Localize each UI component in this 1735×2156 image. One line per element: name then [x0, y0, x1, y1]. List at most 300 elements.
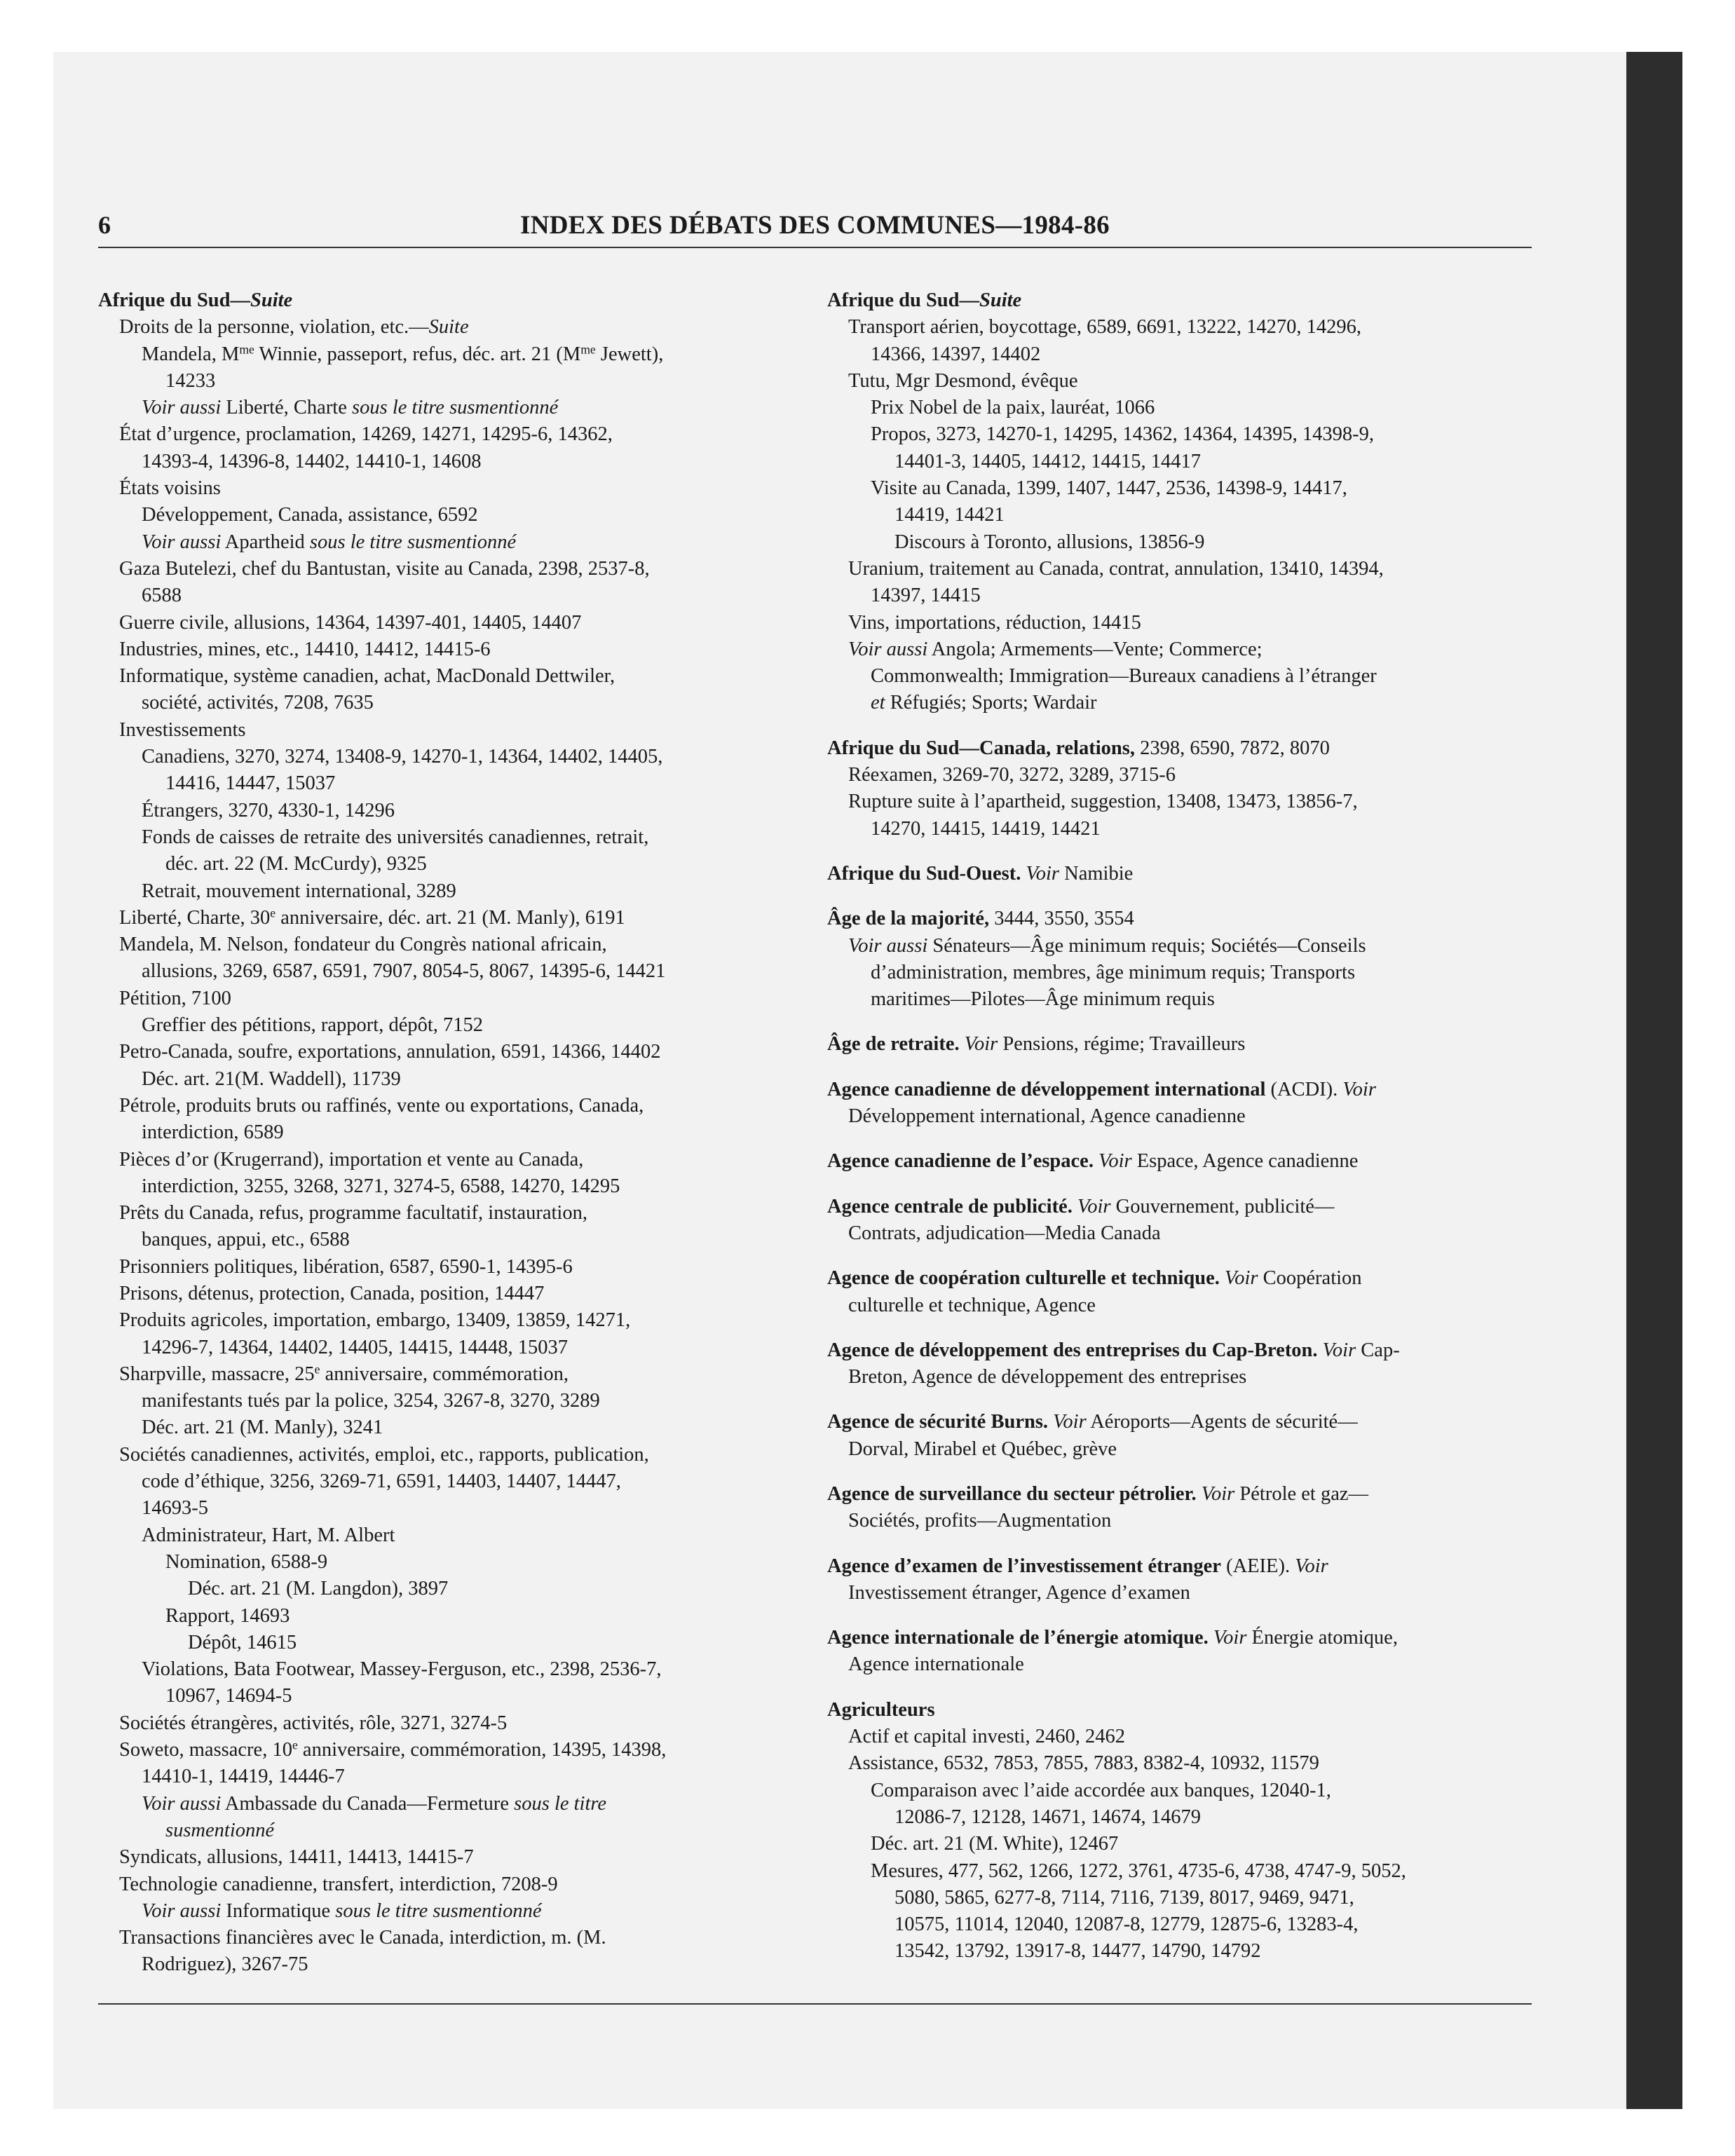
- index-subentry-line: [98, 475, 785, 502]
- index-text: culturelle et technique, Agence: [848, 1294, 1096, 1316]
- index-subentry-line: [98, 1817, 785, 1844]
- index-subentry-line: [98, 1656, 785, 1683]
- index-text: Voir: [1295, 1555, 1328, 1577]
- index-subentry-line: [98, 1630, 785, 1656]
- index-subentry-line: [827, 556, 1535, 582]
- index-subentry-line: [98, 1844, 785, 1871]
- index-text: Discours à Toronto, allusions, 13856-9: [894, 531, 1205, 553]
- index-subentry-line: [98, 1603, 785, 1630]
- index-text: Voir aussi: [142, 1792, 222, 1815]
- index-subentry-line: [827, 1103, 1535, 1130]
- index-heading-line: [827, 1697, 1535, 1724]
- index-subentry-line: [827, 368, 1535, 395]
- index-text: Mesures, 477, 562, 1266, 1272, 3761, 4735-6, 4738, 4747-9, 5052,: [871, 1860, 1406, 1882]
- index-subentry-line: [827, 1651, 1535, 1678]
- index-subentry-line: [98, 314, 785, 341]
- index-subentry-line: [98, 1200, 785, 1227]
- index-subentry-line: [98, 395, 785, 421]
- index-subentry-line: [98, 610, 785, 636]
- index-text: 14270, 14415, 14419, 14421: [871, 817, 1101, 840]
- index-text: Voir: [1026, 862, 1059, 885]
- index-text: Sociétés, profits—Augmentation: [848, 1510, 1112, 1532]
- index-text: Retrait, mouvement international, 3289: [142, 880, 456, 902]
- index-subentry-line: [827, 314, 1535, 341]
- index-subentry-line: [827, 475, 1535, 502]
- entry-gap: [827, 1679, 1535, 1697]
- index-subentry-line: [827, 636, 1535, 663]
- index-text: Agence canadienne de l’espace.: [827, 1150, 1094, 1173]
- index-subentry-line: [827, 1778, 1535, 1804]
- index-subentry-line: [98, 985, 785, 1012]
- index-text: Déc. art. 21 (M. Manly), 3241: [142, 1417, 383, 1439]
- index-subentry-line: [98, 1442, 785, 1468]
- index-subentry-line: [98, 1549, 785, 1576]
- index-text: Voir: [1053, 1411, 1087, 1433]
- index-heading-line: [827, 1481, 1535, 1508]
- index-text: e: [270, 906, 276, 920]
- index-text: Guerre civile, allusions, 14364, 14397-401, 14405, 14407: [119, 611, 582, 634]
- index-text: Droits de la personne, violation, etc.—: [119, 316, 429, 339]
- index-text: sous le titre: [514, 1792, 607, 1815]
- index-text: Voir aussi: [848, 934, 928, 957]
- index-text: Sharpville, massacre, 25: [119, 1363, 315, 1385]
- index-heading-line: [827, 1553, 1535, 1580]
- index-text: Afrique du Sud—: [827, 289, 979, 311]
- entry-gap: [827, 1535, 1535, 1553]
- index-heading-line: [98, 287, 785, 314]
- index-text: Gaza Butelezi, chef du Bantustan, visite au Canada, 2398, 2537-8,: [119, 557, 650, 580]
- index-text: [1094, 1150, 1098, 1172]
- index-subentry-line: [827, 933, 1535, 960]
- index-subentry-line: [827, 341, 1535, 368]
- index-subentry-line: [98, 556, 785, 582]
- index-subentry-line: [98, 1683, 785, 1710]
- index-subentry-line: [98, 1119, 785, 1146]
- index-text: 10575, 11014, 12040, 12087-8, 12779, 12875-6, 13283-4,: [894, 1913, 1359, 1936]
- index-text: Rodriguez), 3267-75: [142, 1953, 308, 1976]
- entry-gap: [827, 1319, 1535, 1337]
- index-text: Propos, 3273, 14270-1, 14295, 14362, 14364, 14395, 14398-9,: [871, 423, 1375, 446]
- index-subentry-line: [98, 958, 785, 985]
- index-text: 12086-7, 12128, 14671, 14674, 14679: [894, 1806, 1201, 1828]
- index-text: Investissement étranger, Agence d’examen: [848, 1581, 1190, 1604]
- index-subentry-line: [827, 762, 1535, 789]
- index-subentry-line: [98, 1066, 785, 1093]
- index-subentry-line: [827, 986, 1535, 1013]
- index-subentry-line: [98, 1173, 785, 1200]
- index-subentry-line: [98, 744, 785, 770]
- index-text: Mandela, M. Nelson, fondateur du Congrès national africain,: [119, 934, 607, 956]
- index-text: Uranium, traitement au Canada, contrat, annulation, 13410, 14394,: [848, 557, 1384, 580]
- index-text: Winnie, passeport, refus, déc. art. 21 (M: [254, 343, 581, 365]
- index-subentry-line: [827, 610, 1535, 636]
- index-heading-line: [827, 735, 1535, 762]
- index-subentry-line: [98, 1039, 785, 1065]
- index-text: Agence de coopération culturelle et technique.: [827, 1267, 1220, 1290]
- index-text: allusions, 3269, 6587, 6591, 7907, 8054-5, 8067, 14395-6, 14421: [142, 960, 666, 983]
- index-subentry-line: [98, 421, 785, 448]
- index-subentry-line: [827, 1858, 1535, 1885]
- index-text: Agence de surveillance du secteur pétrolier.: [827, 1482, 1197, 1505]
- index-text: Syndicats, allusions, 14411, 14413, 14415-7: [119, 1846, 474, 1869]
- entry-gap: [827, 1391, 1535, 1409]
- index-subentry-line: [827, 1508, 1535, 1534]
- index-text: 14233: [165, 369, 216, 392]
- index-text: Déc. art. 21 (M. White), 12467: [871, 1833, 1119, 1855]
- index-text: Afrique du Sud-Ouest.: [827, 862, 1021, 885]
- index-subentry-line: [827, 1580, 1535, 1606]
- index-text: Vins, importations, réduction, 14415: [848, 611, 1141, 634]
- index-text: États voisins: [119, 477, 221, 500]
- index-text: État d’urgence, proclamation, 14269, 14271, 14295-6, 14362,: [119, 423, 613, 446]
- index-text: Canadiens, 3270, 3274, 13408-9, 14270-1, 14364, 14402, 14405,: [142, 746, 663, 768]
- index-subentry-line: [98, 341, 785, 368]
- index-text: Investissements: [119, 718, 246, 741]
- index-text: Aéroports—Agents de sécurité—: [1086, 1411, 1358, 1433]
- index-text: Angola; Armements—Vente; Commerce;: [927, 638, 1263, 660]
- index-text: Voir: [1322, 1339, 1356, 1361]
- index-text: me: [580, 341, 596, 356]
- index-subentry-line: [98, 1307, 785, 1334]
- index-text: Sociétés canadiennes, activités, emploi, etc., rapports, publication,: [119, 1443, 649, 1466]
- index-text: Voir aussi: [848, 638, 928, 660]
- index-subentry-line: [827, 1436, 1535, 1463]
- index-text: Agence d’examen de l’investissement étranger: [827, 1555, 1221, 1577]
- index-subentry-line: [98, 1522, 785, 1549]
- index-text: Voir: [1077, 1195, 1111, 1217]
- index-text: Suite: [428, 316, 469, 339]
- index-subentry-line: [98, 529, 785, 556]
- index-subentry-line: [827, 1724, 1535, 1750]
- index-subentry-line: [827, 690, 1535, 716]
- index-text: sous le titre susmentionné: [335, 1899, 542, 1922]
- index-text: d’administration, membres, âge minimum requis; Transports: [871, 961, 1356, 983]
- index-text: Prisonniers politiques, libération, 6587, 6590-1, 14395-6: [119, 1255, 573, 1278]
- index-subentry-line: [98, 1468, 785, 1495]
- index-text: 14393-4, 14396-8, 14402, 14410-1, 14608: [142, 450, 482, 472]
- index-subentry-line: [98, 1898, 785, 1925]
- index-subentry-line: [98, 1361, 785, 1388]
- index-text: Agence de sécurité Burns.: [827, 1411, 1049, 1433]
- index-text: susmentionné: [165, 1819, 275, 1841]
- index-subentry-line: [98, 1710, 785, 1737]
- index-text: me: [239, 341, 254, 356]
- index-subentry-line: [827, 1911, 1535, 1938]
- index-text: Assistance, 6532, 7853, 7855, 7883, 8382-4, 10932, 11579: [848, 1752, 1319, 1775]
- header-rule: [98, 247, 1532, 248]
- index-text: Voir aussi: [142, 531, 222, 553]
- index-text: Développement international, Agence canadienne: [848, 1105, 1246, 1128]
- index-subentry-line: [98, 1763, 785, 1790]
- index-text: Développement, Canada, assistance, 6592: [142, 504, 478, 526]
- index-subentry-line: [98, 1576, 785, 1602]
- index-text: 14397, 14415: [871, 585, 981, 607]
- index-subentry-line: [827, 421, 1535, 448]
- index-text: sous le titre susmentionné: [352, 397, 559, 419]
- index-subentry-line: [827, 1831, 1535, 1857]
- index-subentry-line: [98, 1414, 785, 1441]
- index-subentry-line: [98, 1388, 785, 1414]
- index-subentry-line: [827, 1220, 1535, 1247]
- index-text: Agriculteurs: [827, 1698, 935, 1721]
- index-text: Voir: [1213, 1627, 1247, 1649]
- index-subentry-line: [827, 663, 1535, 690]
- index-subentry-line: [827, 1292, 1535, 1319]
- index-text: Prêts du Canada, refus, programme facultatif, instauration,: [119, 1202, 587, 1224]
- index-subentry-line: [98, 663, 785, 690]
- index-text: Voir aussi: [142, 397, 222, 419]
- running-title: INDEX DES DÉBATS DES COMMUNES—1984-86: [520, 211, 1110, 240]
- index-text: Suite: [250, 289, 293, 311]
- index-subentry-line: [827, 449, 1535, 475]
- index-subentry-line: [827, 1885, 1535, 1911]
- index-text: Âge de la majorité,: [827, 908, 990, 930]
- index-text: 14416, 14447, 15037: [165, 772, 336, 795]
- index-text: maritimes—Pilotes—Âge minimum requis: [871, 988, 1215, 1011]
- index-text: Agence internationale: [848, 1653, 1024, 1676]
- index-text: Énergie atomique,: [1246, 1627, 1398, 1649]
- index-text: Agence centrale de publicité.: [827, 1195, 1073, 1217]
- index-subentry-line: [98, 690, 785, 716]
- index-text: Gouvernement, publicité—: [1110, 1195, 1335, 1217]
- index-text: interdiction, 6589: [142, 1121, 284, 1144]
- index-text: Informatique: [221, 1899, 336, 1922]
- index-text: Breton, Agence de développement des entreprises: [848, 1366, 1247, 1389]
- index-text: [1197, 1483, 1202, 1505]
- index-text: Prisons, détenus, protection, Canada, position, 14447: [119, 1282, 545, 1304]
- index-column-right: [827, 287, 1535, 1965]
- index-subentry-line: [98, 1791, 785, 1817]
- index-text: anniversaire, déc. art. 21 (M. Manly), 6191: [275, 906, 625, 929]
- index-subentry-line: [98, 636, 785, 663]
- index-text: 14401-3, 14405, 14412, 14415, 14417: [894, 450, 1201, 472]
- index-text: 6588: [142, 585, 182, 607]
- page-number: 6: [98, 211, 111, 239]
- index-text: 2398, 6590, 7872, 8070: [1134, 737, 1330, 759]
- index-text: Prix Nobel de la paix, lauréat, 1066: [871, 397, 1155, 419]
- index-heading-line: [827, 1031, 1535, 1058]
- index-text: Dorval, Mirabel et Québec, grève: [848, 1438, 1117, 1460]
- index-text: Voir: [1098, 1150, 1132, 1173]
- index-text: Jewett),: [595, 343, 664, 365]
- index-subentry-line: [827, 1364, 1535, 1391]
- index-subentry-line: [98, 1737, 785, 1763]
- index-text: Greffier des pétitions, rapport, dépôt, 7152: [142, 1014, 484, 1037]
- index-text: Sociétés étrangères, activités, rôle, 3271, 3274-5: [119, 1712, 508, 1734]
- index-subentry-line: [98, 932, 785, 958]
- index-heading-line: [827, 1265, 1535, 1292]
- entry-gap: [827, 842, 1535, 861]
- index-heading-line: [827, 1409, 1535, 1435]
- index-heading-line: [827, 861, 1535, 887]
- index-subentry-line: [98, 1925, 785, 1951]
- index-text: Pétrole et gaz—: [1234, 1482, 1369, 1505]
- index-text: Réexamen, 3269-70, 3272, 3289, 3715-6: [848, 764, 1176, 786]
- index-text: Transactions financières avec le Canada, interdiction, m. (M.: [119, 1927, 606, 1949]
- index-subentry-line: [98, 502, 785, 528]
- entry-gap: [827, 717, 1535, 735]
- index-text: [1073, 1196, 1077, 1217]
- index-text: Agence internationale de l’énergie atomique.: [827, 1627, 1209, 1649]
- index-subentry-line: [98, 368, 785, 395]
- index-text: [1318, 1339, 1323, 1361]
- index-text: Visite au Canada, 1399, 1407, 1447, 2536, 14398-9, 14417,: [871, 477, 1347, 500]
- entry-gap: [827, 1606, 1535, 1625]
- index-heading-line: [827, 906, 1535, 932]
- entry-gap: [827, 1463, 1535, 1481]
- index-text: [1220, 1267, 1225, 1289]
- index-text: Voir: [1225, 1267, 1258, 1290]
- index-subentry-line: [827, 1750, 1535, 1777]
- index-text: Âge de retraite.: [827, 1033, 960, 1056]
- index-subentry-line: [827, 502, 1535, 528]
- index-heading-line: [827, 1625, 1535, 1651]
- index-text: Déc. art. 21 (M. Langdon), 3897: [188, 1578, 449, 1600]
- index-subentry-line: [827, 1804, 1535, 1831]
- entry-gap: [827, 887, 1535, 906]
- index-text: Rapport, 14693: [165, 1604, 290, 1627]
- index-text: e: [292, 1738, 298, 1752]
- index-subentry-line: [98, 824, 785, 851]
- index-text: Mandela, M: [142, 343, 240, 365]
- index-text: manifestants tués par la police, 3254, 3267-8, 3270, 3289: [142, 1390, 600, 1412]
- index-text: 14366, 14397, 14402: [871, 343, 1041, 365]
- index-text: sous le titre susmentionné: [309, 531, 517, 553]
- index-text: Soweto, massacre, 10: [119, 1739, 292, 1761]
- entry-gap: [827, 1013, 1535, 1031]
- index-text: Liberté, Charte: [221, 397, 353, 419]
- index-text: Déc. art. 21(M. Waddell), 11739: [142, 1067, 401, 1090]
- index-heading-line: [827, 1077, 1535, 1103]
- index-subentry-line: [827, 816, 1535, 842]
- index-text: Étrangers, 3270, 4330-1, 14296: [142, 799, 395, 821]
- entry-gap: [827, 1130, 1535, 1148]
- index-subentry-line: [98, 1335, 785, 1361]
- index-text: Violations, Bata Footwear, Massey-Ferguson, etc., 2398, 2536-7,: [142, 1658, 662, 1681]
- index-text: 14419, 14421: [894, 504, 1005, 526]
- index-text: Afrique du Sud—Canada, relations,: [827, 737, 1135, 759]
- index-text: anniversaire, commémoration,: [320, 1363, 569, 1385]
- index-subentry-line: [827, 529, 1535, 556]
- index-text: Administrateur, Hart, M. Albert: [142, 1524, 395, 1546]
- index-text: Espace, Agence canadienne: [1131, 1150, 1359, 1173]
- index-text: Produits agricoles, importation, embargo, 13409, 13859, 14271,: [119, 1309, 631, 1332]
- index-subentry-line: [98, 1093, 785, 1119]
- index-text: banques, appui, etc., 6588: [142, 1229, 350, 1251]
- footer-rule: [98, 2003, 1532, 2005]
- index-subentry-line: [98, 1012, 785, 1039]
- index-subentry-line: [98, 1951, 785, 1978]
- index-subentry-line: [827, 1938, 1535, 1965]
- index-text: société, activités, 7208, 7635: [142, 692, 374, 714]
- index-subentry-line: [98, 1254, 785, 1281]
- index-text: 10967, 14694-5: [165, 1685, 292, 1707]
- index-text: Agence de développement des entreprises du Cap-Breton.: [827, 1339, 1318, 1361]
- index-text: 13542, 13792, 13917-8, 14477, 14790, 14792: [894, 1940, 1261, 1963]
- index-text: Pensions, régime; Travailleurs: [998, 1033, 1246, 1056]
- index-text: code d’éthique, 3256, 3269-71, 6591, 14403, 14407, 14447,: [142, 1471, 621, 1493]
- page-header: [98, 210, 1532, 247]
- index-text: anniversaire, commémoration, 14395, 14398,: [297, 1739, 667, 1761]
- index-text: Voir aussi: [142, 1899, 222, 1922]
- index-text: Dépôt, 14615: [188, 1631, 297, 1653]
- index-text: Technologie canadienne, transfert, interdiction, 7208-9: [119, 1873, 558, 1895]
- index-text: Petro-Canada, soufre, exportations, annulation, 6591, 14366, 14402: [119, 1041, 661, 1063]
- index-heading-line: [827, 1194, 1535, 1220]
- index-text: Actif et capital investi, 2460, 2462: [848, 1726, 1125, 1748]
- index-subentry-line: [98, 1227, 785, 1253]
- index-text: Voir: [964, 1033, 998, 1056]
- index-text: Voir: [1342, 1078, 1376, 1100]
- index-subentry-line: [98, 1495, 785, 1522]
- index-text: Sénateurs—Âge minimum requis; Sociétés—Conseils: [927, 934, 1366, 957]
- index-text: Réfugiés; Sports; Wardair: [885, 692, 1097, 714]
- index-text: Voir: [1201, 1482, 1235, 1505]
- index-text: interdiction, 3255, 3268, 3271, 3274-5, 6588, 14270, 14295: [142, 1175, 620, 1197]
- index-subentry-line: [827, 789, 1535, 815]
- index-text: 14410-1, 14419, 14446-7: [142, 1766, 345, 1788]
- index-text: [960, 1033, 965, 1055]
- index-text: Namibie: [1059, 862, 1134, 885]
- index-subentry-line: [98, 905, 785, 932]
- index-text: Transport aérien, boycottage, 6589, 6691, 13222, 14270, 14296,: [848, 316, 1361, 339]
- index-text: Cap-: [1356, 1339, 1400, 1361]
- index-column-left: [98, 287, 785, 1979]
- index-text: 14693-5: [142, 1497, 208, 1520]
- index-text: Ambassade du Canada—Fermeture: [221, 1792, 515, 1815]
- index-text: Pièces d’or (Krugerrand), importation et vente au Canada,: [119, 1148, 584, 1171]
- index-text: Agence canadienne de développement international: [827, 1078, 1266, 1100]
- scan-dark-edge: [1626, 52, 1682, 2109]
- index-subentry-line: [827, 395, 1535, 421]
- index-subentry-line: [98, 1147, 785, 1173]
- index-subentry-line: [98, 449, 785, 475]
- index-text: Nomination, 6588-9: [165, 1550, 328, 1573]
- index-text: Commonwealth; Immigration—Bureaux canadiens à l’étranger: [871, 665, 1377, 688]
- index-text: Informatique, système canadien, achat, MacDonald Dettwiler,: [119, 665, 615, 688]
- index-subentry-line: [98, 582, 785, 609]
- index-text: Afrique du Sud—: [98, 289, 250, 311]
- index-heading-line: [827, 1148, 1535, 1175]
- index-text: Industries, mines, etc., 14410, 14412, 14415-6: [119, 638, 491, 660]
- index-text: (AEIE).: [1220, 1555, 1295, 1577]
- index-subentry-line: [98, 717, 785, 744]
- index-text: Pétrole, produits bruts ou raffinés, vente ou exportations, Canada,: [119, 1094, 644, 1117]
- index-text: Suite: [979, 289, 1022, 311]
- entry-gap: [827, 1058, 1535, 1077]
- index-text: Pétition, 7100: [119, 987, 231, 1009]
- index-text: déc. art. 22 (M. McCurdy), 9325: [165, 853, 427, 875]
- index-text: Comparaison avec l’aide accordée aux banques, 12040-1,: [871, 1779, 1331, 1801]
- index-text: 14296-7, 14364, 14402, 14405, 14415, 14448, 15037: [142, 1336, 568, 1358]
- index-text: [1209, 1627, 1213, 1649]
- index-subentry-line: [98, 798, 785, 824]
- index-text: Apartheid: [221, 531, 310, 553]
- index-text: Tutu, Mgr Desmond, évêque: [848, 369, 1078, 392]
- index-subentry-line: [98, 1871, 785, 1898]
- entry-gap: [827, 1247, 1535, 1265]
- index-heading-line: [827, 287, 1535, 314]
- index-subentry-line: [98, 770, 785, 797]
- index-text: Liberté, Charte, 30: [119, 906, 271, 929]
- index-heading-line: [827, 1337, 1535, 1364]
- index-text: 5080, 5865, 6277-8, 7114, 7116, 7139, 8017, 9469, 9471,: [894, 1886, 1354, 1909]
- index-subentry-line: [827, 582, 1535, 609]
- index-text: (ACDI).: [1265, 1078, 1343, 1100]
- index-text: Rupture suite à l’apartheid, suggestion, 13408, 13473, 13856-7,: [848, 791, 1358, 813]
- index-text: e: [314, 1362, 320, 1377]
- index-text: et: [871, 692, 885, 714]
